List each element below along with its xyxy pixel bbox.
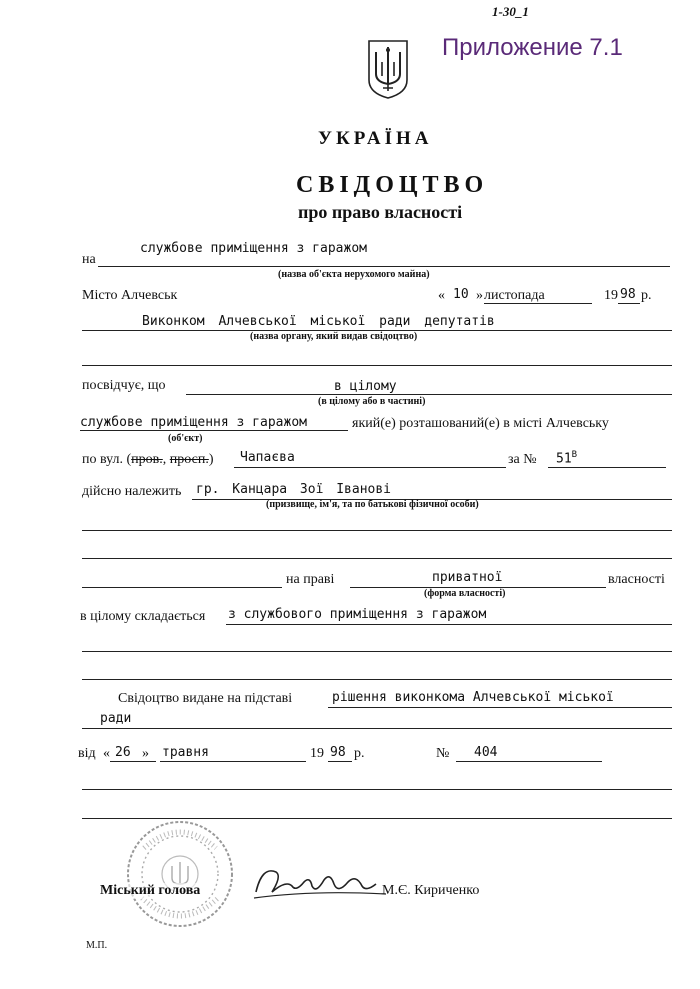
- located-object-value: службове приміщення з гаражом: [80, 415, 307, 430]
- date-year-prefix: 19: [604, 288, 618, 303]
- document-code: 1-30_1: [492, 4, 529, 19]
- decision-open-quote: «: [103, 746, 110, 761]
- right-label: на праві: [286, 572, 335, 587]
- decision-year-underline: [328, 761, 352, 762]
- owner-caption: (призвище, ім'я, та по батькові фізичної особи): [266, 499, 479, 510]
- city-label: Місто Алчевськ: [82, 288, 178, 303]
- decision-number-underline: [456, 761, 602, 762]
- right-suffix: власності: [608, 572, 665, 587]
- certifies-underline: [186, 394, 672, 395]
- country-title: УКРАЇНА: [318, 128, 433, 149]
- street-prov: пров.: [131, 452, 163, 467]
- date-day: 10: [453, 287, 469, 302]
- street-separator: ,: [162, 452, 170, 467]
- right-caption: (форма власності): [424, 588, 506, 599]
- consists-value: з службового приміщення з гаражом: [228, 607, 487, 622]
- certifies-caption: (в цілому або в частині): [318, 396, 426, 407]
- decision-number: 404: [474, 745, 498, 760]
- handwritten-signature-icon: [252, 858, 392, 908]
- decision-from-label: від: [78, 746, 96, 761]
- right-lead-underline: [82, 587, 282, 588]
- blank-line-3: [82, 558, 672, 559]
- street-underline: [234, 467, 506, 468]
- consists-underline: [226, 624, 672, 625]
- certifies-label: посвідчує, що: [82, 378, 166, 393]
- decision-year-unit: р.: [354, 746, 365, 761]
- blank-line-5: [82, 679, 672, 680]
- street-number-sup: В: [571, 450, 578, 460]
- located-text: який(е) розташований(е) в місті Алчевську: [352, 416, 609, 431]
- right-value: приватної: [432, 570, 503, 585]
- certifies-value: в цілому: [334, 379, 397, 394]
- mayor-title: Міський голова: [100, 883, 201, 898]
- decision-month: травня: [162, 745, 209, 760]
- basis-continued-underline: [82, 728, 672, 729]
- mayor-name: М.Є. Кириченко: [382, 883, 480, 898]
- street-label-prefix: по вул. (: [82, 452, 132, 467]
- date-year-unit: р.: [641, 288, 652, 303]
- owner-value: гр. Канцара Зої Іванові: [196, 482, 392, 497]
- date-year-suffix: 98: [620, 287, 636, 302]
- object-underline: [98, 266, 670, 267]
- trident-emblem-icon: [366, 38, 410, 100]
- basis-value-continued: ради: [100, 711, 132, 726]
- blank-line-1: [82, 365, 672, 366]
- owner-label: дійсно належить: [82, 484, 182, 499]
- decision-day-underline: [110, 761, 156, 762]
- decision-number-label: №: [436, 746, 450, 761]
- blank-line-2: [82, 530, 672, 531]
- street-number-main: 51: [556, 451, 572, 467]
- official-seal-icon: [124, 818, 236, 930]
- date-close-quote: »: [476, 288, 483, 303]
- decision-month-underline: [160, 761, 306, 762]
- decision-day: 26: [115, 745, 131, 760]
- document-subtitle: про право власності: [298, 202, 463, 222]
- issuer-value: Виконком Алчевської міської ради депутатів: [142, 314, 495, 329]
- street-label: [82, 452, 214, 468]
- street-number: [556, 450, 577, 466]
- basis-label: Свідоцтво видане на підставі: [118, 691, 293, 706]
- blank-line-4: [82, 651, 672, 652]
- street-label-close: ): [208, 452, 214, 467]
- stamp-place-label: М.П.: [86, 940, 108, 951]
- basis-underline: [328, 707, 672, 708]
- located-object-underline: [80, 430, 348, 431]
- blank-line-6: [82, 789, 672, 790]
- decision-close-quote: »: [142, 746, 149, 761]
- street-prosp: просп.: [169, 452, 209, 467]
- object-value: службове приміщення з гаражом: [140, 241, 367, 256]
- date-open-quote: «: [438, 288, 445, 303]
- date-month-underline: [484, 303, 592, 304]
- street-number-label: за №: [508, 452, 537, 467]
- issuer-caption: (назва органу, який видав свідоцтво): [250, 331, 418, 342]
- located-object-caption: (об'єкт): [168, 433, 203, 444]
- decision-year-suffix: 98: [330, 745, 346, 760]
- object-prefix: на: [82, 252, 96, 267]
- decision-year-prefix: 19: [310, 746, 324, 761]
- object-caption: (назва об'єкта нерухомого майна): [278, 269, 430, 280]
- date-month: листопада: [484, 288, 545, 303]
- document-title: СВІДОЦТВО: [296, 172, 489, 198]
- date-year-underline: [618, 303, 640, 304]
- annex-label: Приложение 7.1: [442, 34, 623, 61]
- basis-value: рішення виконкома Алчевської міської: [332, 690, 614, 705]
- consists-label: в цілому складається: [80, 609, 206, 624]
- street-number-underline: [548, 467, 666, 468]
- street-value: Чапаєва: [240, 450, 295, 465]
